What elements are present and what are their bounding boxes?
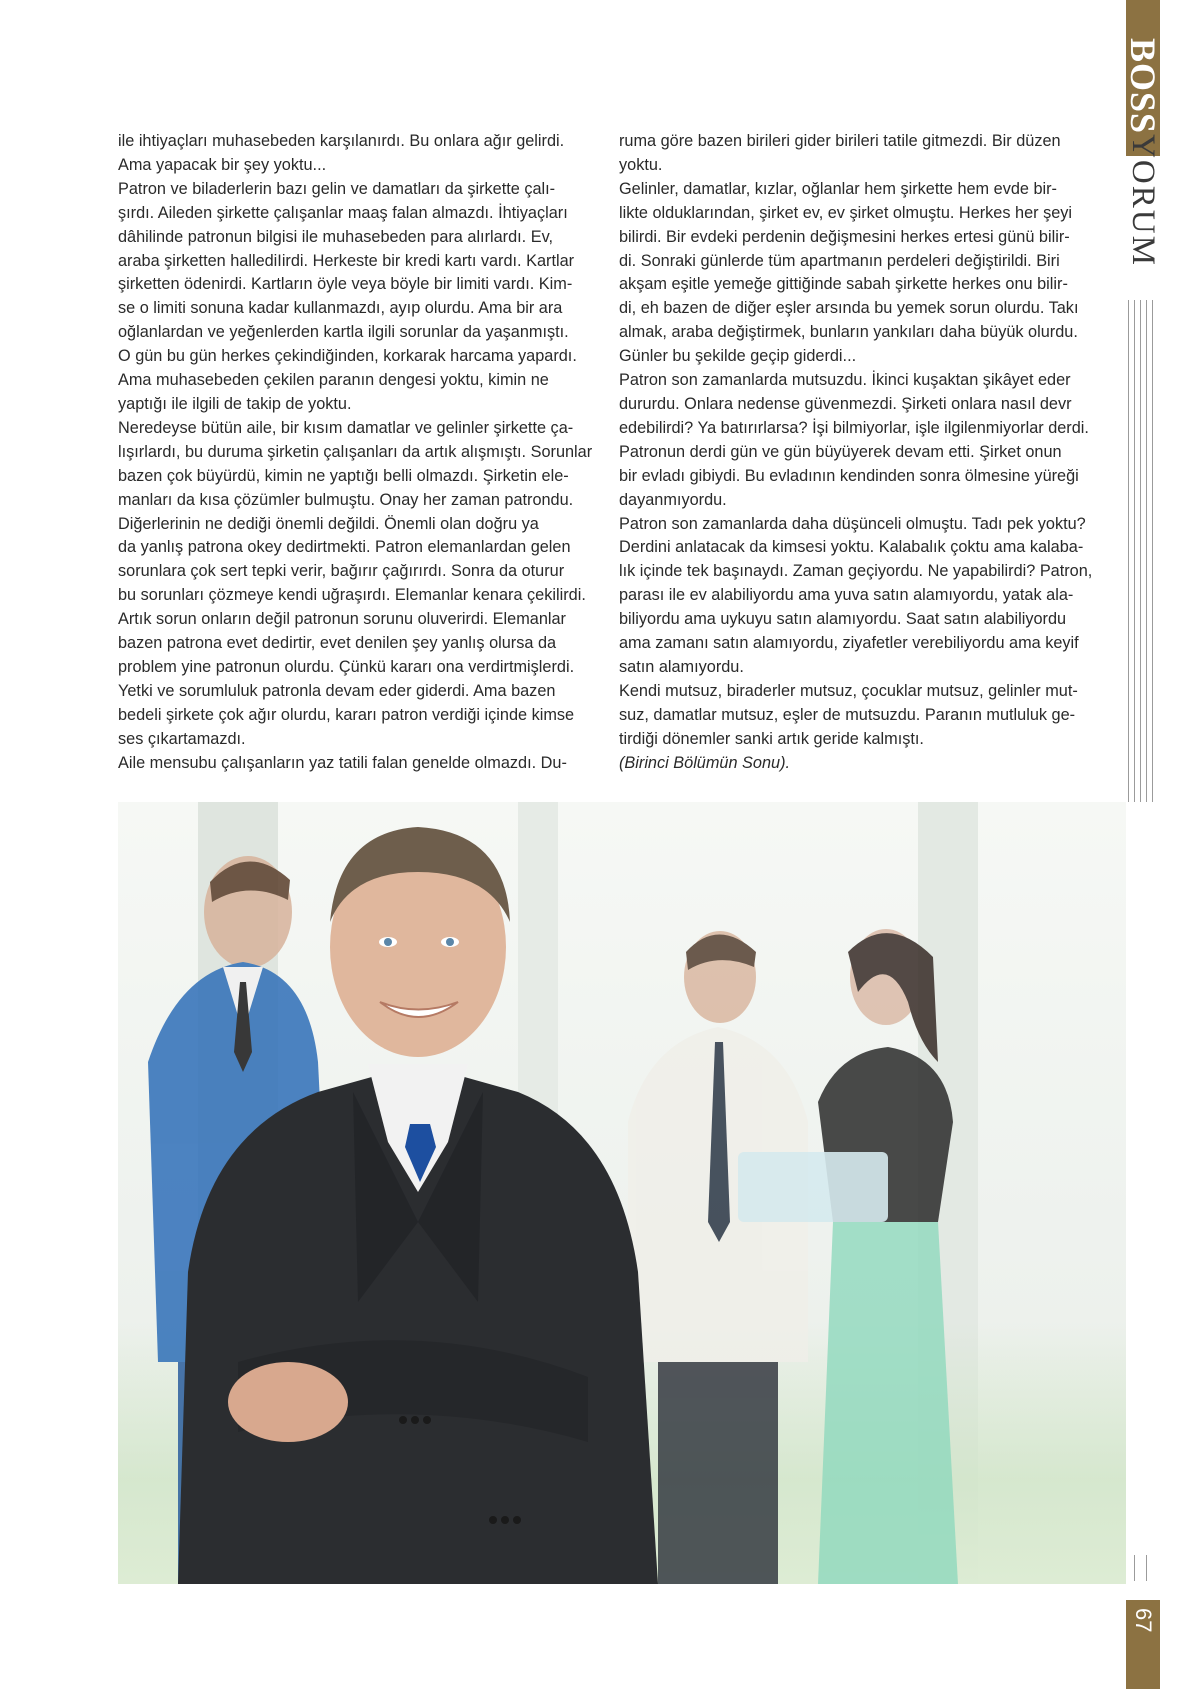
text-line: parası ile ev alabiliyordu ama yuva satın alamıyordu, yatak ala- — [619, 586, 1074, 605]
text-line: Derdini anlatacak da kimsesi yoktu. Kalabalık çoktu ama kalaba- — [619, 538, 1084, 557]
text-line: Ama yapacak bir şey yoktu... — [118, 155, 327, 174]
text-line: yoktu. — [619, 155, 663, 174]
text-line: Günler bu şekilde geçip giderdi... — [619, 347, 857, 366]
text-line: Gelinler, damatlar, kızlar, oğlanlar hem şirkette hem evde bir- — [619, 179, 1057, 198]
text-line: şirketten ödenirdi. Kartların öyle veya böyle bir limiti vardı. Kim- — [118, 275, 573, 294]
text-line: Artık sorun onların değil patronun sorunu oluverirdi. Elemanlar — [118, 610, 566, 629]
divider-line — [1152, 300, 1153, 802]
text-line: ama zamanı satın alamıyordu, ziyafetler verebiliyordu ama keyif — [619, 634, 1079, 653]
article-column-left — [118, 130, 594, 775]
text-line: lışırlardı, bu duruma şirketin çalışanları da artık alışmıştı. Sorunlar — [118, 442, 593, 461]
text-line: Diğerlerinin ne dediği önemli değildi. Önemli olan doğru ya — [118, 514, 539, 533]
text-line: likte olduklarından, şirket ev, ev şirket olmuştu. Herkes her şeyi — [619, 203, 1073, 222]
text-line: ses çıkartamazdı. — [118, 729, 246, 748]
text-line: şırdı. Aileden şirkette çalışanlar maaş falan almazdı. İhtiyaçları — [118, 203, 568, 222]
text-line: araba şirketten hallediIirdi. Herkeste bir kredi kartı vardı. Kartlar — [118, 251, 575, 270]
text-line: se o limiti sonuna kadar kullanmazdı, ayıp olurdu. Ama bir ara — [118, 299, 563, 318]
text-line: tirdiği dönemler sanki artık geride kalmıştı. — [619, 729, 924, 748]
divider-line — [1128, 300, 1129, 802]
text-line: oğlanlardan ve yeğenlerden kartla ilgili sorunlar da yaşanmıştı. — [118, 323, 569, 342]
divider-line — [1146, 1555, 1147, 1581]
text-line: Patron son zamanlarda mutsuzdu. İkinci kuşaktan şikâyet eder — [619, 371, 1071, 390]
text-line: ile ihtiyaçları muhasebeden karşılanırdı. Bu onlara ağır gelirdi. — [118, 132, 565, 150]
text-line: dayanmıyordu. — [619, 490, 727, 509]
text-line: Aile mensubu çalışanların yaz tatili falan genelde olmazdı. Du- — [118, 753, 567, 772]
brand-yorum: YORUM — [1125, 134, 1161, 267]
text-line: satın alamıyordu. — [619, 657, 744, 676]
text-line: problem yine patronun olurdu. Çünkü kararı ona verdirtmişlerdi. — [118, 657, 575, 676]
text-line: dururdu. Onlara nedense güvenmezdi. Şirketi onlara nasıl devr — [619, 394, 1072, 413]
text-line: Yetki ve sorumluluk patronla devam eder giderdi. Ama bazen — [118, 681, 556, 700]
text-line: bedeli şirkete çok ağır olurdu, kararı patron verdiği içinde kimse — [118, 705, 575, 724]
text-line: ruma göre bazen birileri gider birileri tatile gitmezdi. Bir düzen — [619, 132, 1061, 150]
text-line: Kendi mutsuz, biraderler mutsuz, çocuklar mutsuz, gelinler mut- — [619, 681, 1078, 700]
article-column-right — [619, 130, 1095, 775]
page-number: 67 — [1131, 1608, 1156, 1633]
text-line: da yanlış patrona okey dedirtmekti. Patron elemanlardan gelen — [118, 538, 571, 557]
divider-line — [1134, 1555, 1135, 1581]
text-line: O gün bu gün herkes çekindiğinden, korkarak harcama yapardı. — [118, 347, 577, 366]
divider-line — [1134, 300, 1135, 802]
text-line: manları da kısa çözümler bulmuştu. Onay her zaman patrondu. — [118, 490, 574, 509]
text-line: bazen patrona evet dedirtir, evet denilen şey yanlış olursa da — [118, 634, 557, 653]
text-line: akşam eşitle yemeğe gittiğinde sabah şirkette herkes onu bilir- — [619, 275, 1068, 294]
section-brand — [1124, 38, 1162, 267]
text-line: lık içinde tek başınaydı. Zaman geçiyordu. Ne yapabilirdi? Patron, — [619, 562, 1093, 581]
text-line: di, eh bazen de diğer eşler arsında bu yemek sorun olurdu. Takı — [619, 299, 1079, 318]
text-line: biliyordu ama uykuyu satın alamıyordu. Saat satın alabiliyordu — [619, 610, 1067, 629]
text-line: sorunlara çok sert tepki verir, bağırır çağırırdı. Sonra da oturur — [118, 562, 565, 581]
business-people-photo — [118, 802, 1126, 1584]
text-line: dâhilinde patronun bilgisi ile muhasebeden para alırlardı. Ev, — [118, 227, 554, 246]
text-line: bu sorunları çözmeye kendi uğraşırdı. Elemanlar kenara çekilirdi. — [118, 586, 586, 605]
text-line: Patron ve biladerlerin bazı gelin ve damatları da şirkette çalı- — [118, 179, 556, 198]
text-line: bazen çok büyürdü, kimin ne yaptığı belli olmazdı. Şirketin ele- — [118, 466, 569, 485]
people-illustration-icon — [118, 802, 1126, 1584]
text-line: Patron son zamanlarda daha düşünceli olmuştu. Tadı pek yoktu? — [619, 514, 1086, 533]
divider-line — [1146, 300, 1147, 802]
text-line: bilirdi. Bir evdeki perdenin değişmesini herkes ertesi günü bilir- — [619, 227, 1070, 246]
text-line: Neredeyse bütün aile, bir kısım damatlar ve gelinler şirkette ça- — [118, 418, 574, 437]
text-line: Patronun derdi gün ve gün büyüyerek devam etti. Şirket onun — [619, 442, 1062, 461]
text-line: yaptığı ile ilgili de takip de yoktu. — [118, 394, 352, 413]
text-line: almak, araba değiştirmek, bunların yankıları daha büyük olurdu. — [619, 323, 1078, 342]
divider-line — [1140, 300, 1141, 802]
closing-note: (Birinci Bölümün Sonu). — [619, 753, 791, 772]
text-line: di. Sonraki günlerde tüm apartmanın perdeleri değiştirildi. Biri — [619, 251, 1060, 270]
text-line: suz, damatlar mutsuz, eşler de mutsuzdu. Paranın mutluluk ge- — [619, 705, 1076, 724]
text-line: edebilirdi? Ya batırırlarsa? İşi bilmiyorlar, işle ilgilenmiyorlar derdi. — [619, 418, 1089, 437]
text-line: Ama muhasebeden çekilen paranın dengesi yoktu, kimin ne — [118, 371, 549, 390]
brand-boss: BOSS — [1123, 38, 1163, 135]
text-line: bir evladı gibiydi. Bu evladının kendinden sonra ölmesine yüreği — [619, 466, 1079, 485]
